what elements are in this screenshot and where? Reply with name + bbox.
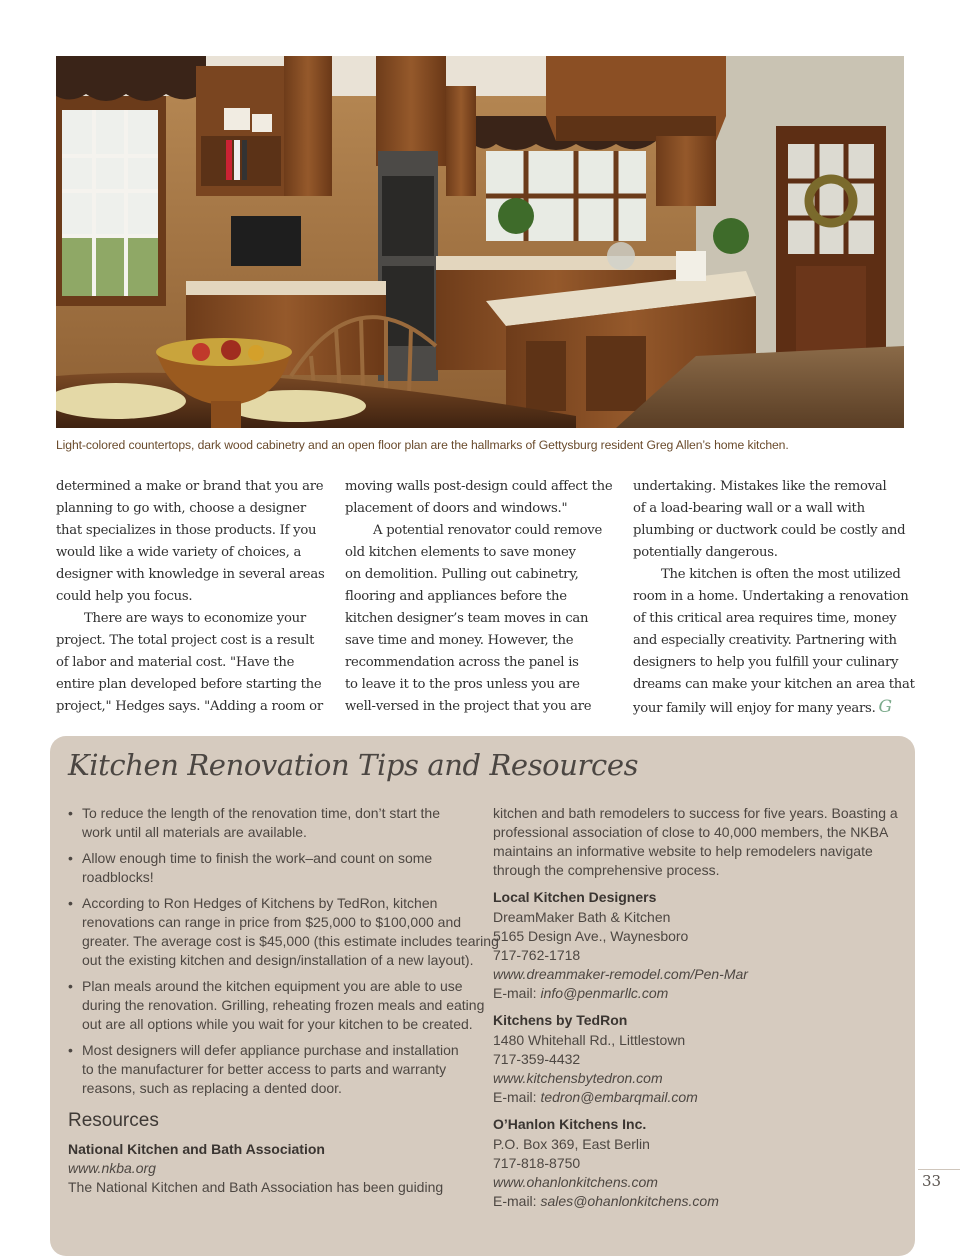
text-line: to leave it to the pros unless you are — [345, 677, 580, 692]
ohanlon-resource — [493, 1115, 903, 1211]
bullet-icon: • — [68, 1042, 73, 1058]
resources-right-column — [493, 804, 903, 1211]
resource-name: National Kitchen and Bath Association — [68, 1141, 325, 1157]
text-line: out the existing kitchen and design/installation of a new layout). — [82, 952, 474, 968]
text-line: potentially dangerous. — [633, 545, 778, 560]
text-line: room in a home. Undertaking a renovation — [633, 589, 909, 604]
designer-email[interactable]: sales@ohanlonkitchens.com — [540, 1193, 719, 1209]
text-line: recommendation across the panel is — [345, 655, 579, 670]
text-line: placement of doors and windows." — [345, 501, 568, 516]
bullet-icon: • — [68, 895, 73, 911]
kitchen-photo — [56, 56, 904, 428]
text-line: project. The total project cost is a result — [56, 633, 315, 648]
designer-email[interactable]: tedron@embarqmail.com — [540, 1089, 698, 1105]
text-line: on demolition. Pulling out cabinetry, — [345, 567, 579, 582]
designer-name: DreamMaker Bath & Kitchen — [493, 909, 671, 925]
text-line: kitchen and bath remodelers to success for five years. Boasting a — [493, 805, 898, 821]
designer-email-line — [493, 1088, 903, 1107]
text-line: designers to help you fulfill your culinary — [633, 655, 899, 670]
local-designers — [493, 888, 903, 1003]
article-column-2 — [345, 476, 620, 718]
text-line: and especially creativity. Partnering with — [633, 633, 897, 648]
kitchen-illustration — [56, 56, 904, 428]
designer-email-line — [493, 984, 903, 1003]
nkba-resource — [68, 1140, 478, 1197]
text-line: maintains an informative website to help remodelers navigate — [493, 843, 873, 859]
page-number-rule — [918, 1169, 960, 1170]
designer-phone: 717-762-1718 — [493, 947, 581, 963]
text-line: out are all options while you wait for your kitchen to be created. — [82, 1016, 473, 1032]
text-line: would like a wide variety of choices, a — [56, 545, 302, 560]
article-column-3 — [633, 476, 915, 720]
email-label: E-mail: — [493, 985, 541, 1001]
text-line: could help you focus. — [56, 589, 193, 604]
text-line: planning to go with, choose a designer — [56, 501, 306, 516]
text-line: professional association of close to 40,000 members, the NKBA — [493, 824, 889, 840]
designer-phone: 717-359-4432 — [493, 1051, 581, 1067]
resource-url[interactable]: www.nkba.org — [68, 1160, 156, 1176]
tedron-resource — [493, 1011, 903, 1107]
text-line: of labor and material cost. "Have the — [56, 655, 295, 670]
text-line: work until all materials are available. — [82, 824, 307, 840]
text-line: designer with knowledge in several areas — [56, 567, 325, 582]
photo-caption: Light-colored countertops, dark wood cabinetry and an open floor plan are the hallmarks of Gettysburg resident Greg Allen’s home kitchen. — [56, 438, 789, 452]
text-line: undertaking. Mistakes like the removal — [633, 479, 887, 494]
resources-heading: Resources — [68, 1110, 159, 1131]
text-line: save time and money. However, the — [345, 633, 574, 648]
text-line: To reduce the length of the renovation time, don’t start the — [82, 805, 440, 821]
designer-phone: 717-818-8750 — [493, 1155, 581, 1171]
designer-url[interactable]: www.dreammaker-remodel.com/Pen-Mar — [493, 966, 748, 982]
paragraph — [633, 476, 908, 564]
end-mark-icon: G — [878, 697, 892, 717]
text-line: of this critical area requires time, money — [633, 611, 897, 626]
designer-address: 5165 Design Ave., Waynesboro — [493, 928, 689, 944]
paragraph — [56, 608, 331, 718]
sidebar-title: Kitchen Renovation Tips and Resources — [68, 748, 639, 782]
text-line-content: your family will enjoy for many years. — [633, 701, 876, 716]
designer-email[interactable]: info@penmarllc.com — [540, 985, 669, 1001]
designer-name: Kitchens by TedRon — [493, 1012, 628, 1028]
text-line: that specializes in those products. If you — [56, 523, 317, 538]
text-line: old kitchen elements to save money — [345, 545, 576, 560]
text-line: roadblocks! — [82, 869, 154, 885]
text-line: well-versed in the project that you are — [345, 699, 592, 714]
text-line: entire plan developed before starting the — [56, 677, 322, 692]
text-line: flooring and appliances before the — [345, 589, 567, 604]
text-line: to the manufacturer for better access to parts and warranty — [82, 1061, 447, 1077]
text-line: renovations can range in price from $25,000 to $100,000 and — [82, 914, 462, 930]
list-item — [68, 894, 499, 970]
designer-url[interactable]: www.kitchensbytedron.com — [493, 1070, 663, 1086]
list-item — [68, 849, 478, 887]
designer-address: P.O. Box 369, East Berlin — [493, 1136, 650, 1152]
local-designers-heading: Local Kitchen Designers — [493, 889, 657, 905]
tips-list — [68, 804, 499, 1105]
text-line: There are ways to economize your — [84, 611, 306, 626]
paragraph — [345, 520, 620, 718]
text-line: The kitchen is often the most utilized — [661, 567, 901, 582]
paragraph — [345, 476, 620, 520]
paragraph — [633, 564, 915, 720]
text-line: project," Hedges says. "Adding a room or — [56, 699, 323, 714]
text-line: Allow enough time to finish the work–and count on some — [82, 850, 433, 866]
text-line: reasons, such as replacing a dented door. — [82, 1080, 342, 1096]
paragraph — [56, 476, 331, 608]
text-line: moving walls post-design could affect the — [345, 479, 613, 494]
text-line: plumbing or ductwork could be costly and — [633, 523, 906, 538]
text-line: dreams can make your kitchen an area that — [633, 677, 915, 692]
text-line — [633, 696, 908, 720]
list-item — [68, 977, 485, 1034]
text-line: kitchen designer’s team moves in can — [345, 611, 589, 626]
text-line: Plan meals around the kitchen equipment you are able to use — [82, 978, 463, 994]
designer-email-line — [493, 1192, 903, 1211]
designer-name: O’Hanlon Kitchens Inc. — [493, 1116, 647, 1132]
email-label: E-mail: — [493, 1089, 541, 1105]
text-line: greater. The average cost is $45,000 (this estimate includes tearing — [82, 933, 499, 949]
email-label: E-mail: — [493, 1193, 541, 1209]
resource-description: The National Kitchen and Bath Association has been guiding — [68, 1179, 444, 1195]
designer-url[interactable]: www.ohanlonkitchens.com — [493, 1174, 658, 1190]
text-line: Most designers will defer appliance purchase and installation — [82, 1042, 459, 1058]
text-line: through the comprehensive process. — [493, 862, 720, 878]
text-line: determined a make or brand that you are — [56, 479, 324, 494]
bullet-icon: • — [68, 850, 73, 866]
bullet-icon: • — [68, 978, 73, 994]
text-line: According to Ron Hedges of Kitchens by TedRon, kitchen — [82, 895, 438, 911]
page-number: 33 — [922, 1172, 942, 1190]
article-column-1 — [56, 476, 331, 718]
list-item — [68, 804, 478, 842]
text-line: of a load-bearing wall or a wall with — [633, 501, 865, 516]
bullet-icon: • — [68, 805, 73, 821]
text-line: during the renovation. Grilling, reheating frozen meals and eating — [82, 997, 485, 1013]
list-item — [68, 1041, 478, 1098]
designer-address: 1480 Whitehall Rd., Littlestown — [493, 1032, 686, 1048]
text-line: A potential renovator could remove — [373, 523, 603, 538]
